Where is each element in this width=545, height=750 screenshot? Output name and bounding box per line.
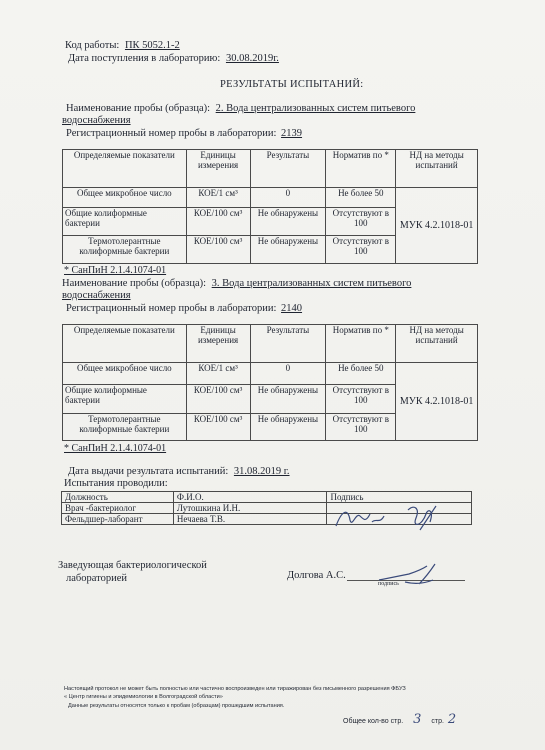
page-current: 2 — [447, 712, 457, 727]
sample2-name-cont: водоснабжения — [62, 290, 131, 301]
staff-header-position: Должность — [62, 492, 174, 503]
staff-header-signature: Подпись — [327, 492, 472, 503]
cell-units: КОЕ/100 см³ — [186, 208, 250, 236]
cell-norm: Не более 50 — [326, 188, 396, 208]
cell-units: КОЕ/100 см³ — [186, 414, 250, 441]
sample1-reg-label: Регистрационный номер пробы в лаборатории: — [66, 128, 277, 139]
performed-by-label: Испытания проводили: — [64, 478, 168, 489]
work-code-label: Код работы: — [65, 40, 120, 51]
work-code-value: ПК 5052.1-2 — [124, 40, 180, 51]
cell-result: Не обнаружены — [250, 414, 326, 441]
staff-name: Нечаева Т.В. — [173, 514, 327, 525]
page-title: РЕЗУЛЬТАТЫ ИСПЫТАНИЙ: — [220, 79, 364, 90]
cell-result: Не обнаружены — [250, 208, 326, 236]
received-date: 30.08.2019г. — [225, 53, 279, 64]
issue-date-label: Дата выдачи результата испытаний: — [68, 466, 229, 477]
table-row — [63, 188, 478, 208]
sample1-reg-number: 2139 — [281, 128, 303, 139]
results-table-2 — [62, 324, 478, 441]
cell-indicator: Термотолерантные колиформные бактерии — [63, 414, 187, 441]
sample1-name-label: Наименование пробы (образца): — [66, 103, 211, 114]
sample1-name-line — [66, 103, 415, 114]
footer-notice-3: Данные результаты относятся только к пробам (образцам) прошедшим испытания. — [68, 703, 285, 709]
sample2-name-line — [62, 278, 411, 289]
head-title-line1: Заведующая бактериологической — [58, 560, 207, 571]
sample2-reg-number: 2140 — [281, 303, 303, 314]
header-results: Результаты — [250, 325, 326, 363]
head-name: Долгова А.С. — [287, 570, 346, 581]
cell-indicator: Общие колиформные бактерии — [63, 208, 187, 236]
staff-position: Фельдшер-лаборант — [62, 514, 174, 525]
sample1-name-value: 2. Вода централизованных систем питьевого — [215, 103, 416, 114]
issue-date-value: 31.08.2019 г. — [233, 466, 290, 477]
cell-indicator: Общее микробное число — [63, 188, 187, 208]
cell-units: КОЕ/1 см³ — [186, 188, 250, 208]
work-code-line — [65, 40, 180, 51]
cell-units: КОЕ/100 см³ — [186, 236, 250, 264]
footer-notice-1: Настоящий протокол не может быть полностью или частично воспроизведен или тиражирован без письменного разрешения ФБУЗ — [64, 686, 406, 692]
cell-units: КОЕ/100 см³ — [186, 385, 250, 414]
header-units: Единицы измерения — [186, 325, 250, 363]
header-indicator: Определяемые показатели — [63, 150, 187, 188]
head-title-line2: лабораторией — [66, 573, 127, 584]
header-units: Единицы измерения — [186, 150, 250, 188]
header-method: НД на методы испытаний — [396, 325, 478, 363]
cell-norm: Отсутствуют в 100 — [326, 236, 396, 264]
cell-norm: Отсутствуют в 100 — [326, 385, 396, 414]
cell-units: КОЕ/1 см³ — [186, 363, 250, 385]
table1-footnote: * СанПиН 2.1.4.1074-01 — [64, 265, 167, 276]
issue-date-line — [68, 466, 290, 477]
cell-indicator: Термотолерантные колиформные бактерии — [63, 236, 187, 264]
header-norm: Норматив по * — [326, 150, 396, 188]
cell-result: 0 — [250, 363, 326, 385]
cell-indicator: Общее микробное число — [63, 363, 187, 385]
pages-label: Общее кол-во стр. — [343, 718, 404, 725]
sample2-reg-line — [66, 303, 302, 314]
cell-result: 0 — [250, 188, 326, 208]
handwritten-signature — [330, 500, 450, 534]
sample2-reg-label: Регистрационный номер пробы в лаборатории: — [66, 303, 277, 314]
sample2-name-value: 3. Вода централизованных систем питьевого — [211, 278, 412, 289]
received-label: Дата поступления в лабораторию: — [68, 53, 221, 64]
sample1-reg-line — [66, 128, 302, 139]
page-count — [343, 712, 456, 727]
cell-norm: Отсутствуют в 100 — [326, 208, 396, 236]
table-header-row — [63, 325, 478, 363]
header-method: НД на методы испытаний — [396, 150, 478, 188]
head-signature-caption: подпись — [378, 581, 399, 587]
cell-indicator: Общие колиформные бактерии — [63, 385, 187, 414]
cell-method: МУК 4.2.1018-01 — [396, 363, 478, 441]
footer-notice-2: « Центр гигиены и эпидемиологии в Волгоградской области» — [64, 694, 223, 700]
header-norm: Норматив по * — [326, 325, 396, 363]
pages-total: 3 — [413, 712, 422, 727]
header-results: Результаты — [250, 150, 326, 188]
table-header-row — [63, 150, 478, 188]
header-indicator: Определяемые показатели — [63, 325, 187, 363]
cell-result: Не обнаружены — [250, 236, 326, 264]
sample1-name-cont: водоснабжения — [62, 115, 131, 126]
table-row — [63, 363, 478, 385]
received-line — [68, 53, 279, 64]
cell-norm: Не более 50 — [326, 363, 396, 385]
results-table-1 — [62, 149, 478, 264]
staff-position: Врач -бактериолог — [62, 503, 174, 514]
cell-method: МУК 4.2.1018-01 — [396, 188, 478, 264]
cell-result: Не обнаружены — [250, 385, 326, 414]
page-label: стр. — [431, 718, 444, 725]
cell-norm: Отсутствуют в 100 — [326, 414, 396, 441]
head-handwritten-signature — [375, 560, 445, 590]
staff-name: Лутошкина И.Н. — [173, 503, 327, 514]
table2-footnote: * СанПиН 2.1.4.1074-01 — [64, 443, 167, 454]
sample2-name-label: Наименование пробы (образца): — [62, 278, 207, 289]
staff-header-name: Ф.И.О. — [173, 492, 327, 503]
